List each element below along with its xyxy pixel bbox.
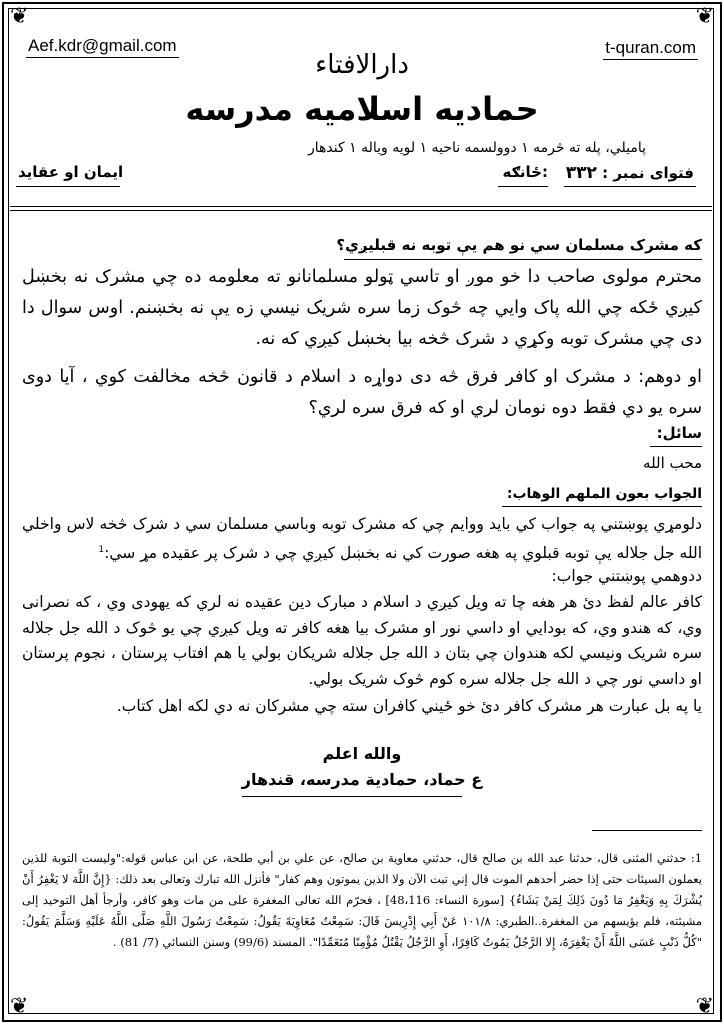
asker-name: محب الله — [643, 454, 702, 472]
answer-paragraph: کافر عالم لفظ دئ هر هغه چا ته ویل کیږي د اسلام د مبارک دین عقیده نه لري که یهودی وي ، که نصرانی وي، که هندو وي، که بودایي او داسي نور او مشرک بیا هغه کافر ته ویل کیږي چي یو څوک د الله جل جلاله سره شریک ونیسي لکه هندوان چي بتان د الله جل جلاله شریکان بولي یا هم افتاب پرستان ، نجوم پرستان او داسي نور چي د الله جل جلاله سره کوم څوک شریک بولي. — [22, 593, 702, 688]
question-paragraph: او دوهم: د مشرک او کافر فرق څه دی دواړه د اسلام د قانون څخه مخالفت کوي ، آیا دوی سره یو دي فقط دوه نومان لري او که فرق سره لري؟ — [22, 367, 702, 418]
divider — [242, 796, 462, 797]
question-paragraph: محترم مولوی صاحب دا خو موږ او تاسي ټولو مسلمانانو ته معلومه ده چي مشرک نه بخښل کيږي ځکه چي الله پاک وايي چه څوک زما سره شریک نیسي زه يې نه بخښنم. اوس سوال دا دی چي مشرک توبه وکړي د شرک څخه بیا بخښل کیږي که نه. — [22, 267, 702, 349]
question-title: که مشرک مسلمان سي نو هم يې توبه نه قبليږي؟ — [336, 236, 702, 254]
corner-ornament-icon: ❦ — [10, 994, 29, 1019]
divider — [16, 186, 120, 187]
category-label: ځانګه: — [502, 163, 548, 181]
corner-ornament-icon: ❦ — [10, 4, 29, 29]
footnote-number: 1: — [690, 851, 703, 865]
address: پامیلي، پله ته څرمه ۱ دوولسمه ناحیه ۱ لویه ویاله ۱ کندهار — [307, 140, 646, 156]
email-link[interactable]: Aef.kdr@gmail.com — [26, 36, 179, 58]
asker-label: سائل: — [656, 424, 702, 442]
category-value: ایمان او عقاید — [18, 163, 124, 181]
divider — [564, 186, 696, 187]
fatwa-number-value: ۳۳۲ — [565, 163, 597, 183]
answer-text: دلومړي پوښتني په جواب کي باید ووایم چي که مشرک توبه وباسي مسلمان سي د شرک څخه لاس واخلي الله جل جلاله يې توبه قبلوي په هغه صورت کي نه بخښل کیږي چي د شرک پر عقیده مړ سي: — [22, 515, 702, 562]
header-divider — [10, 210, 712, 211]
answer-paragraph — [22, 512, 702, 566]
fatwa-label: فتوای نمبر : — [602, 164, 694, 182]
answer-subheading: ددوهمي پوښتني جواب: — [551, 567, 702, 585]
signature: ع حماد، حمادية مدرسه، قندهار — [241, 770, 483, 789]
corner-ornament-icon: ❦ — [695, 994, 714, 1019]
answer-heading: الجواب بعون الملهم الوهاب: — [506, 486, 702, 502]
answer-paragraph: یا په بل عبارت هر مشرک کافر دئ خو ځيني کافران سته چي مشرکان نه دي لکه اهل کتاب. — [116, 697, 702, 715]
footnote-reference[interactable]: 1 — [98, 544, 105, 555]
divider — [498, 186, 548, 187]
footnote — [22, 848, 702, 953]
divider — [502, 506, 702, 507]
footnote-text: حدثني المثنى قال، حدثنا عبد الله بن صالح قال، حدثني معاوية بن صالح، عن علي بن أبي طلحة، عن ابن عباس قوله:"وليست التوبة للذين يعملون السيئات حتى إذا حضر أحدهم الموت قال إني تبت الآن ولا الذين يموتون وهم كفار" فأنزل الله تبارك وتعالى بعد ذلك: {إِنَّ اللَّهَ لا يَغْفِرُ أَنْ يُشْرَكَ بِهِ وَيَغْفِرُ مَا دُونَ ذَلِكَ لِمَنْ يَشَاءُ} [سورة النساء: 48،116] ، فحرّم الله تعالى المغفرة على من مات وهو كافر، وأرجأ أهل التوحيد إلى مشيئته، فلم يؤيسهم من المغفرة..الطبري: ۱۰۱/۸ عَنْ أَبِي إِدْرِيسَ قَالَ: سَمِعْتُ مُعَاوِيَةَ يَقُولُ: سَمِعْتُ رَسُولَ اللَّهِ صَلَّى اللَّهُ عَلَيْهِ وَسَلَّمَ يَقُولُ: "كُلُّ ذَنْبٍ عَسَى اللَّهُ أَنْ يَغْفِرَهُ، إِلا الرَّجُلُ يَمُوتُ كَافِرًا، أَوِ الرَّجُلُ يَقْتُلُ مُؤْمِنًا مُتَعَمِّدًا". المسند (99/6) وسنن النسائي (7/ 81) . — [22, 851, 703, 949]
header-divider — [10, 206, 712, 207]
divider — [650, 446, 702, 447]
corner-ornament-icon: ❦ — [695, 4, 714, 29]
website-link[interactable]: t-quran.com — [603, 38, 698, 60]
closing-phrase: والله اعلم — [322, 744, 402, 763]
fatwa-number — [566, 163, 694, 183]
divider — [344, 259, 702, 260]
page-title-small: دارالافتاء — [315, 50, 409, 80]
page-title: حمادیه اسلامیه مدرسه — [185, 90, 539, 128]
footnote-separator — [592, 830, 702, 831]
